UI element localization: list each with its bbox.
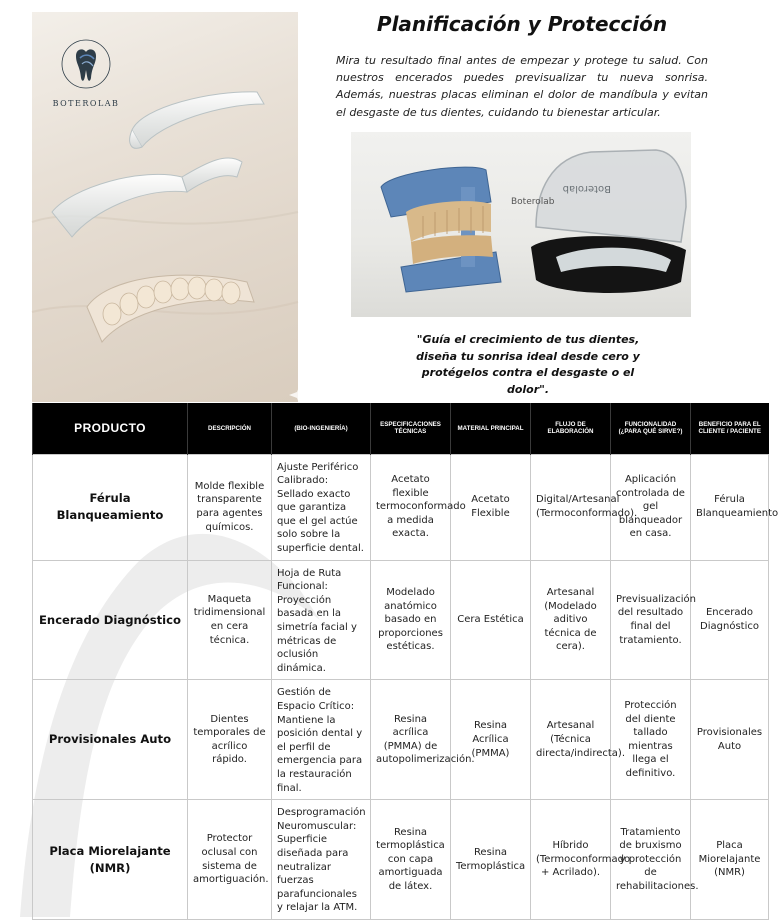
- cell-beneficio: Placa Miorelajante (NMR): [691, 800, 769, 920]
- cell-funcionalidad: Protección del diente tallado mientras llega el definitivo.: [611, 680, 691, 800]
- cell-producto: Encerado Diagnóstico: [33, 560, 188, 680]
- table-header-row: [33, 403, 769, 454]
- cell-producto: Férula Blanqueamiento: [33, 454, 188, 560]
- header-beneficio: BENEFICIO PARA EL CLIENTE / PACIENTE: [691, 403, 769, 454]
- header-producto: PRODUCTO: [33, 403, 188, 454]
- logo-name: BOTEROLAB: [52, 99, 120, 108]
- header-material: MATERIAL PRINCIPAL: [451, 403, 531, 454]
- cell-especificaciones: Acetato flexible termoconformado a medida exacta.: [371, 454, 451, 560]
- product-spec-table: [32, 403, 778, 920]
- cell-material: Cera Estética: [451, 560, 531, 680]
- tooth-logo-icon: [58, 36, 114, 92]
- cell-flujo: Digital/Artesanal (Termoconformado).: [531, 454, 611, 560]
- cell-material: Resina Termoplástica: [451, 800, 531, 920]
- cell-bio: Ajuste Periférico Calibrado: Sellado exacto que garantiza que el gel actúe solo sobre la superficie dental.: [272, 454, 371, 560]
- cell-funcionalidad: Previsualización del resultado final del tratamiento.: [611, 560, 691, 680]
- cell-especificaciones: Resina termoplástica con capa amortiguada de látex.: [371, 800, 451, 920]
- cell-flujo: Artesanal (Modelado aditivo técnica de cera).: [531, 560, 611, 680]
- cell-flujo: Híbrido (Termoconformado + Acrilado).: [531, 800, 611, 920]
- dental-model-photo: [351, 132, 691, 317]
- cell-beneficio: Provisionales Auto: [691, 680, 769, 800]
- botero-logo: [46, 36, 126, 108]
- intro-paragraph: Mira tu resultado final antes de empezar y protege tu salud. Con nuestros encerados puedes previsualizar tu nueva sonrisa. Además, nuestras placas eliminan el dolor de mandíbula y evitan el desgaste de tus dientes, cuidando tu bienestar articular.: [336, 54, 708, 119]
- cell-descripcion: Maqueta tridimensional en cera técnica.: [188, 560, 272, 680]
- header-especificaciones: ESPECIFICACIONES TÉCNICAS: [371, 403, 451, 454]
- cell-producto: Provisionales Auto: [33, 680, 188, 800]
- cell-beneficio: Férula Blanqueamiento: [691, 454, 769, 560]
- cell-material: Acetato Flexible: [451, 454, 531, 560]
- cell-descripcion: Protector oclusal con sistema de amortiguación.: [188, 800, 272, 920]
- cell-bio: Gestión de Espacio Crítico: Mantiene la posición dental y el perfil de emergencia para la restauración final.: [272, 680, 371, 800]
- header-bio-ingenieria: (BIO-INGENIERÍA): [272, 403, 371, 454]
- cell-material: Resina Acrílica (PMMA): [451, 680, 531, 800]
- cell-flujo: Artesanal (Técnica directa/indirecta).: [531, 680, 611, 800]
- header-descripcion: DESCRIPCIÓN: [188, 403, 272, 454]
- cell-funcionalidad: Tratamiento de bruxismo y protección de rehabilitaciones.: [611, 800, 691, 920]
- cell-especificaciones: Modelado anatómico basado en proporciones estéticas.: [371, 560, 451, 680]
- header-funcionalidad: FUNCIONALIDAD (¿PARA QUÉ SIRVE?): [611, 403, 691, 454]
- table-row: [33, 800, 769, 920]
- photo-label: Boterolab: [511, 197, 555, 207]
- table-row: [33, 560, 769, 680]
- quote-text: "Guía el crecimiento de tus dientes, diseña tu sonrisa ideal desde cero y protégelos contra el desgaste o el dolor".: [416, 333, 640, 396]
- cell-bio: Hoja de Ruta Funcional: Proyección basada en la simetría facial y métricas de oclusión dinámica.: [272, 560, 371, 680]
- cell-producto: Placa Miorelajante (NMR): [33, 800, 188, 920]
- header-flujo: FLUJO DE ELABORACIÓN: [531, 403, 611, 454]
- cell-bio: Desprogramación Neuromuscular: Superficie diseñada para neutralizar fuerzas parafuncionales y relajar la ATM.: [272, 800, 371, 920]
- aligners-photo: [32, 12, 298, 402]
- cell-descripcion: Dientes temporales de acrílico rápido.: [188, 680, 272, 800]
- cell-funcionalidad: Aplicación controlada de gel blanqueador en casa.: [611, 454, 691, 560]
- cell-beneficio: Encerado Diagnóstico: [691, 560, 769, 680]
- table-row: [33, 680, 769, 800]
- page-title: Planificación y Protección: [376, 12, 668, 36]
- dental-model-illustration: [351, 132, 691, 317]
- table-row: [33, 454, 769, 560]
- svg-text:Boterolab: Boterolab: [562, 183, 611, 194]
- cell-descripcion: Molde flexible transparente para agentes químicos.: [188, 454, 272, 560]
- cell-especificaciones: Resina acrílica (PMMA) de autopolimerización.: [371, 680, 451, 800]
